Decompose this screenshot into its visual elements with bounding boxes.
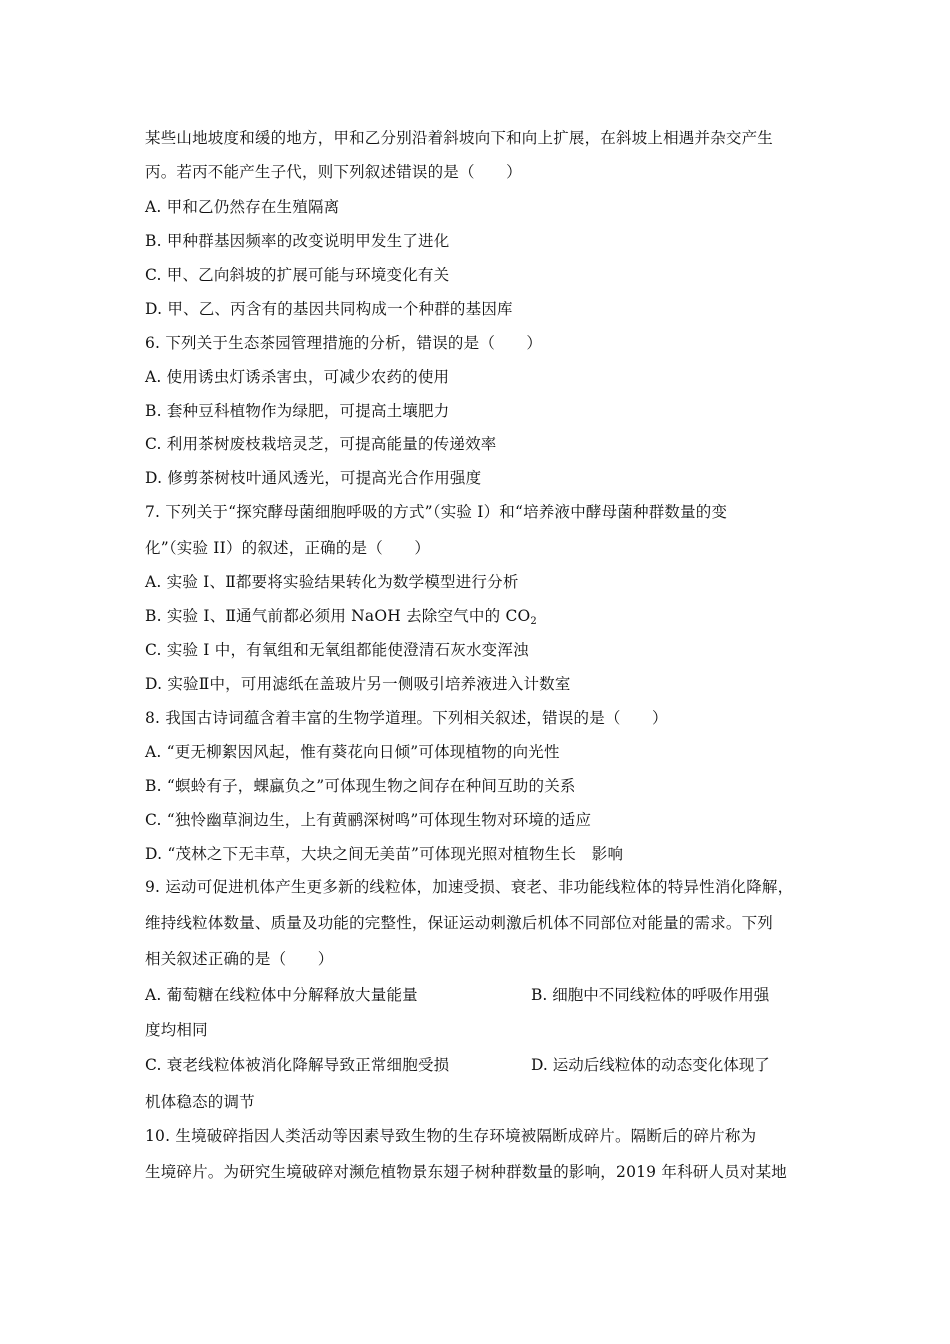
- q6-option-c: C. 利用茶树废枝栽培灵芝，可提高能量的传递效率: [145, 435, 497, 453]
- q6-option-d: D. 修剪茶树枝叶通风透光，可提高光合作用强度: [145, 469, 482, 487]
- q7-option-a: A. 实验 I、Ⅱ都要将实验结果转化为数学模型进行分析: [145, 573, 519, 591]
- q8-stem: 8. 我国古诗词蕴含着丰富的生物学道理。下列相关叙述，错误的是（ ）: [145, 709, 668, 727]
- q5-stem-line-1: 某些山地坡度和缓的地方，甲和乙分别沿着斜坡向下和向上扩展，在斜坡上相遇并杂交产生: [145, 129, 774, 147]
- q9-option-a: A. 葡萄糖在线粒体中分解释放大量能量: [145, 986, 418, 1004]
- q7-option-c: C. 实验 I 中，有氧组和无氧组都能使澄清石灰水变浑浊: [145, 641, 529, 659]
- q7-option-b-text: B. 实验 I、Ⅱ通气前都必须用 NaOH 去除空气中的 CO: [145, 607, 531, 625]
- q6-option-a: A. 使用诱虫灯诱杀害虫，可减少农药的使用: [145, 368, 450, 386]
- q9-option-b-cont: 度均相同: [145, 1021, 208, 1039]
- q9-option-d-cont: 机体稳态的调节: [145, 1093, 255, 1111]
- q9-option-d: D. 运动后线粒体的动态变化体现了: [531, 1056, 770, 1074]
- q10-stem-line-1: 10. 生境破碎指因人类活动等因素导致生物的生存环境被隔断成碎片。隔断后的碎片称为: [145, 1127, 757, 1145]
- q10-stem-line-2: 生境碎片。为研究生境破碎对濒危植物景东翅子树种群数量的影响，2019 年科研人员对某地: [145, 1163, 787, 1181]
- q9-stem-line-2: 维持线粒体数量、质量及功能的完整性，保证运动刺激后机体不同部位对能量的需求。下列: [145, 914, 774, 932]
- q8-option-d: D. “茂林之下无丰草，大块之间无美苗”可体现光照对植物生长 影响: [145, 845, 624, 863]
- q8-option-a: A. “更无柳絮因风起，惟有葵花向日倾”可体现植物的向光性: [145, 743, 560, 761]
- q9-option-b: B. 细胞中不同线粒体的呼吸作用强: [531, 986, 770, 1004]
- q6-stem: 6. 下列关于生态茶园管理措施的分析，错误的是（ ）: [145, 334, 543, 352]
- q5-option-b: B. 甲种群基因频率的改变说明甲发生了进化: [145, 232, 450, 250]
- q7-stem-line-2: 化”（实验 II）的叙述，正确的是（ ）: [145, 539, 431, 557]
- q7-option-d: D. 实验Ⅱ中，可用滤纸在盖玻片另一侧吸引培养液进入计数室: [145, 675, 571, 693]
- q8-option-c: C. “独怜幽草涧边生，上有黄鹂深树鸣”可体现生物对环境的适应: [145, 811, 592, 829]
- q7-stem-line-1: 7. 下列关于“探究酵母菌细胞呼吸的方式”（实验 I）和“培养液中酵母菌种群数量的变: [145, 503, 728, 521]
- q9-stem-line-3: 相关叙述正确的是（ ）: [145, 950, 334, 968]
- q7-option-b: [145, 606, 537, 632]
- q9-option-c: C. 衰老线粒体被消化降解导致正常细胞受损: [145, 1056, 450, 1074]
- q5-option-c: C. 甲、乙向斜坡的扩展可能与环境变化有关: [145, 266, 450, 284]
- q8-option-b: B. “螟蛉有子，蜾蠃负之”可体现生物之间存在种间互助的关系: [145, 777, 576, 795]
- q5-option-d: D. 甲、乙、丙含有的基因共同构成一个种群的基因库: [145, 300, 513, 318]
- q5-stem-line-2: 丙。若丙不能产生子代，则下列叙述错误的是（ ）: [145, 163, 522, 181]
- q6-option-b: B. 套种豆科植物作为绿肥，可提高土壤肥力: [145, 402, 450, 420]
- co2-subscript: 2: [530, 616, 537, 627]
- q9-stem-line-1: 9. 运动可促进机体产生更多新的线粒体，加速受损、衰老、非功能线粒体的特异性消化降解，: [145, 878, 794, 896]
- q5-option-a: A. 甲和乙仍然存在生殖隔离: [145, 198, 340, 216]
